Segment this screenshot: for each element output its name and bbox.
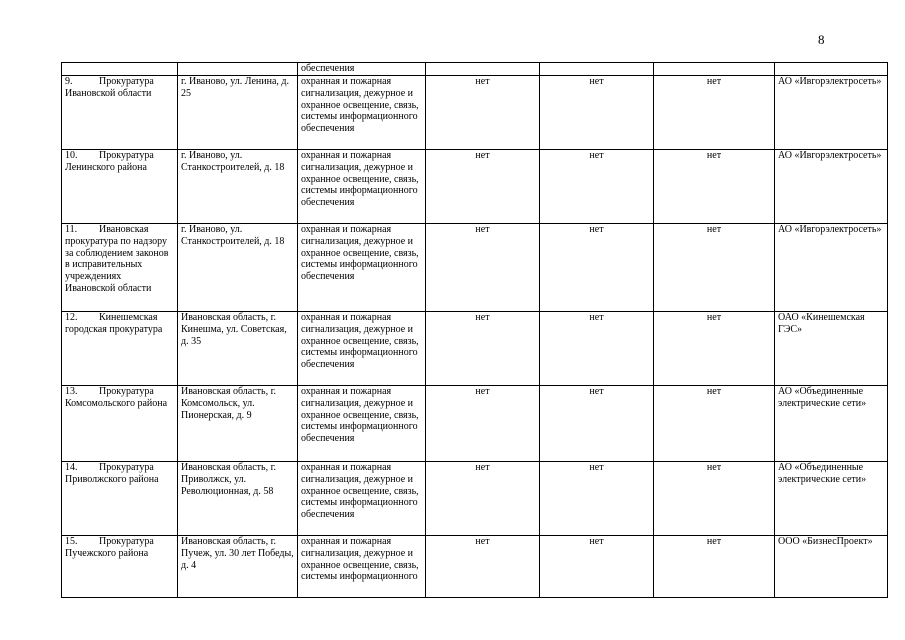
systems-cell: охранная и пожарная сигнализация, дежурное и охранное освещение, связь, системы информационного обеспечения [298, 224, 426, 312]
organization-cell [62, 536, 178, 598]
address-cell: Ивановская область, г. Кинешма, ул. Советская, д. 35 [178, 312, 298, 386]
row-number: 11. [65, 224, 78, 235]
provider-cell: АО «Ивгорэлектросеть» [775, 76, 888, 150]
systems-cell: охранная и пожарная сигнализация, дежурное и охранное освещение, связь, системы информационного обеспечения [298, 150, 426, 224]
provider-cell: АО «Ивгорэлектросеть» [775, 150, 888, 224]
address-cell: г. Иваново, ул. Станкостроителей, д. 18 [178, 150, 298, 224]
status-cell: нет [426, 312, 540, 386]
table-row [62, 224, 888, 312]
address-cell: Ивановская область, г. Комсомольск, ул. Пионерская, д. 9 [178, 386, 298, 462]
systems-cell: охранная и пожарная сигнализация, дежурное и охранное освещение, связь, системы информационного [298, 536, 426, 598]
address-cell: Ивановская область, г. Приволжск, ул. Революционная, д. 58 [178, 462, 298, 536]
organization-name-rest: Ленинского района [65, 161, 147, 173]
status-cell: нет [654, 536, 775, 598]
table-cell [775, 63, 888, 76]
organization-name-rest: городская прокуратура [65, 323, 163, 335]
status-cell: нет [654, 224, 775, 312]
status-cell: нет [654, 462, 775, 536]
table-cell [178, 63, 298, 76]
table-cell [62, 63, 178, 76]
table-cell [540, 63, 654, 76]
status-cell: нет [426, 386, 540, 462]
table-row [62, 76, 888, 150]
status-cell: нет [426, 536, 540, 598]
row-number: 14. [65, 462, 78, 473]
status-cell: нет [540, 150, 654, 224]
status-cell: нет [540, 76, 654, 150]
row-number: 10. [65, 150, 78, 161]
provider-cell: АО «Ивгорэлектросеть» [775, 224, 888, 312]
provider-cell: ОАО «Кинешемская ГЭС» [775, 312, 888, 386]
organization-name-rest: Приволжского района [65, 473, 159, 485]
row-number: 12. [65, 312, 78, 323]
status-cell: нет [426, 224, 540, 312]
organization-cell [62, 312, 178, 386]
row-number: 15. [65, 536, 78, 547]
status-cell: нет [654, 312, 775, 386]
provider-cell: АО «Объединенные электрические сети» [775, 386, 888, 462]
status-cell: нет [540, 536, 654, 598]
systems-cell: охранная и пожарная сигнализация, дежурное и охранное освещение, связь, системы информационного обеспечения [298, 76, 426, 150]
table-row [62, 386, 888, 462]
organization-name-first: Прокуратура [99, 76, 154, 87]
organization-cell [62, 386, 178, 462]
table-cell [426, 63, 540, 76]
organization-name-rest: Пучежского района [65, 547, 149, 559]
systems-cell: охранная и пожарная сигнализация, дежурное и охранное освещение, связь, системы информационного обеспечения [298, 386, 426, 462]
systems-cell: охранная и пожарная сигнализация, дежурное и охранное освещение, связь, системы информационного обеспечения [298, 462, 426, 536]
status-cell: нет [540, 386, 654, 462]
organization-name-first: Ивановская [99, 224, 149, 235]
provider-cell: АО «Объединенные электрические сети» [775, 462, 888, 536]
row-number: 9. [65, 76, 73, 87]
page-number: 8 [818, 32, 825, 47]
address-cell: Ивановская область, г. Пучеж, ул. 30 лет Победы, д. 4 [178, 536, 298, 598]
status-cell: нет [426, 76, 540, 150]
table-row [62, 150, 888, 224]
organization-name-first: Прокуратура [99, 536, 154, 547]
status-cell: нет [540, 224, 654, 312]
organization-cell [62, 462, 178, 536]
organization-name-rest: прокуратура по надзору за соблюдением законов в исправительных учреждениях Ивановской области [65, 235, 169, 294]
status-cell: нет [540, 462, 654, 536]
status-cell: нет [654, 386, 775, 462]
organization-name-first: Прокуратура [99, 386, 154, 397]
table-row-fragment [62, 63, 888, 76]
organization-name-rest: Ивановской области [65, 87, 152, 99]
status-cell: нет [540, 312, 654, 386]
organization-cell [62, 76, 178, 150]
organization-name-rest: Комсомольского района [65, 397, 168, 409]
organization-cell [62, 224, 178, 312]
table-cell [654, 63, 775, 76]
status-cell: нет [654, 76, 775, 150]
status-cell: нет [654, 150, 775, 224]
systems-cell: обеспечения [298, 63, 426, 76]
organization-name-first: Прокуратура [99, 462, 154, 473]
facilities-table [61, 62, 888, 598]
organization-cell [62, 150, 178, 224]
address-cell: г. Иваново, ул. Ленина, д. 25 [178, 76, 298, 150]
address-cell: г. Иваново, ул. Станкостроителей, д. 18 [178, 224, 298, 312]
organization-name-first: Прокуратура [99, 150, 154, 161]
organization-name-first: Кинешемская [99, 312, 158, 323]
systems-cell: охранная и пожарная сигнализация, дежурное и охранное освещение, связь, системы информационного обеспечения [298, 312, 426, 386]
status-cell: нет [426, 462, 540, 536]
row-number: 13. [65, 386, 78, 397]
status-cell: нет [426, 150, 540, 224]
table-row [62, 312, 888, 386]
provider-cell: ООО «БизнесПроект» [775, 536, 888, 598]
table-row [62, 536, 888, 598]
table-row [62, 462, 888, 536]
